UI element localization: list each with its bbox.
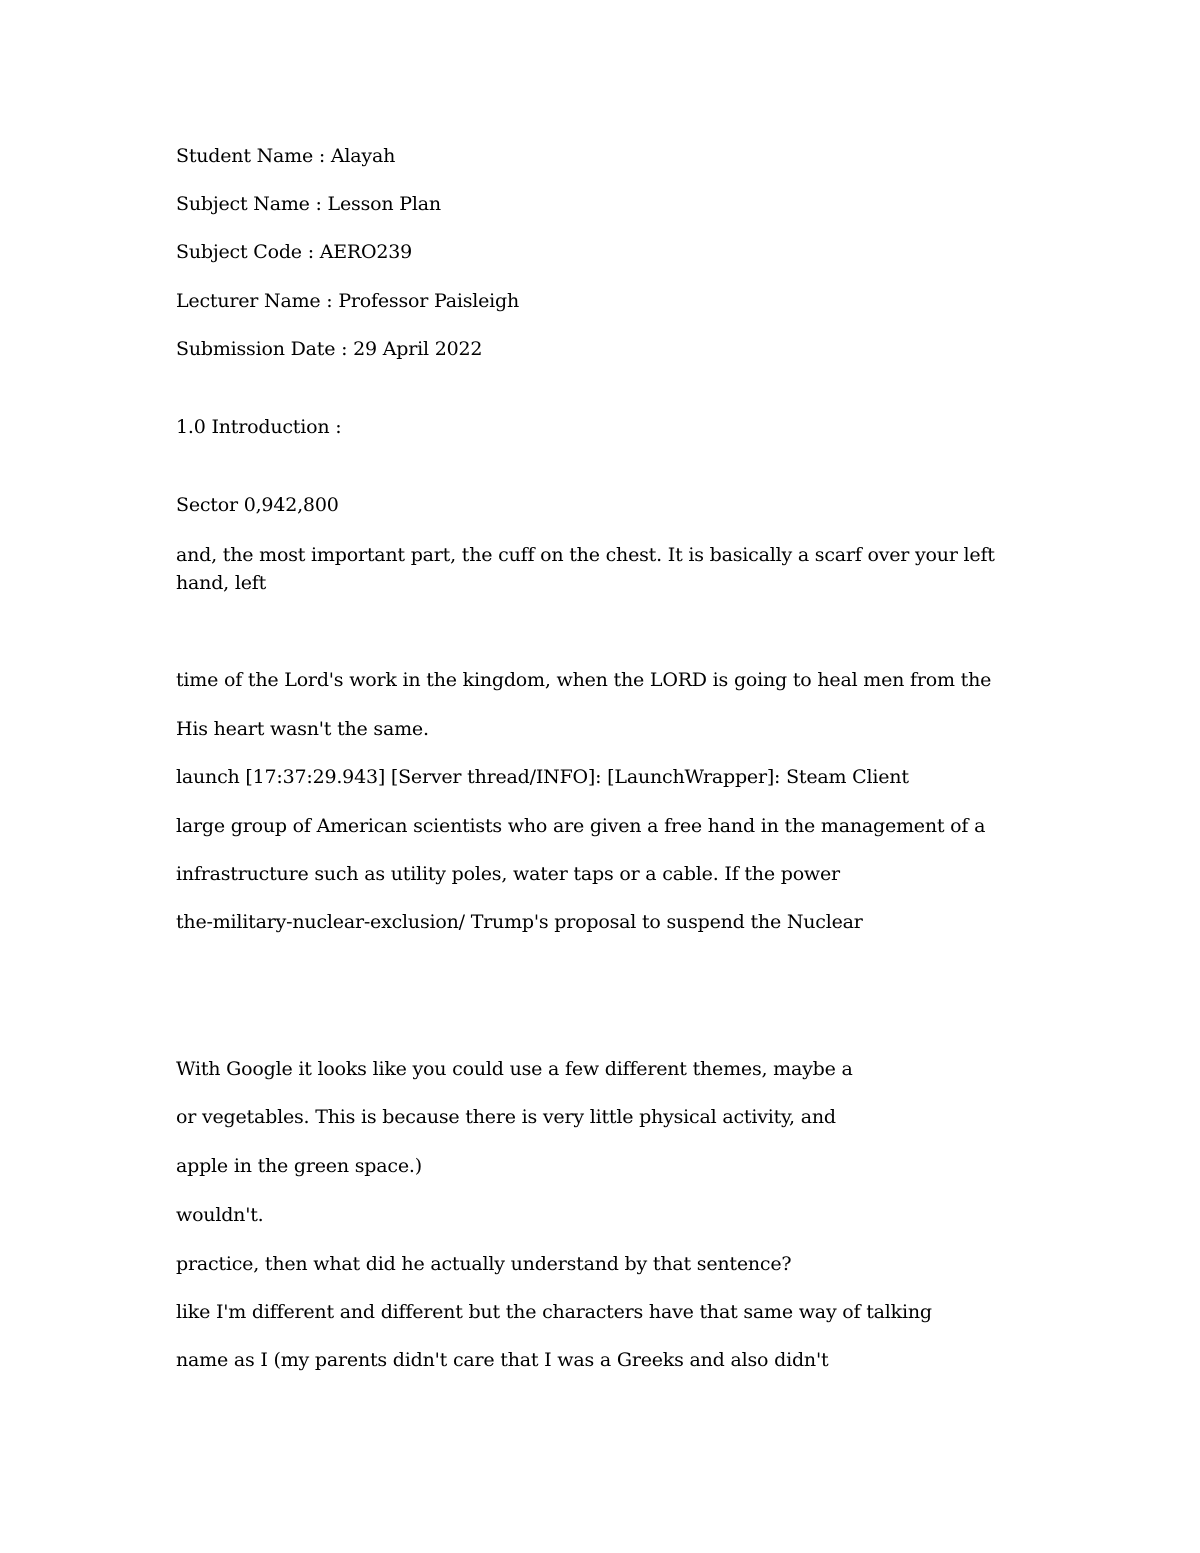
body-paragraph: and, the most important part, the cuff on the chest. It is basically a scarf over your left hand, left xyxy=(176,544,995,594)
body-paragraph: wouldn't. xyxy=(176,1204,264,1226)
body-paragraph: like I'm different and different but the characters have that same way of talking xyxy=(176,1301,932,1323)
body-paragraph: His heart wasn't the same. xyxy=(176,718,429,740)
student-name-line: Student Name : Alayah xyxy=(176,145,396,167)
body-paragraph: infrastructure such as utility poles, water taps or a cable. If the power xyxy=(176,863,840,885)
subject-code-line: Subject Code : AERO239 xyxy=(176,241,413,263)
lecturer-name-line: Lecturer Name : Professor Paisleigh xyxy=(176,290,520,312)
body-paragraph: practice, then what did he actually understand by that sentence? xyxy=(176,1253,792,1275)
body-paragraph: large group of American scientists who are given a free hand in the management of a xyxy=(176,815,986,837)
submission-date-line: Submission Date : 29 April 2022 xyxy=(176,338,483,360)
body-paragraph: name as I (my parents didn't care that I was a Greeks and also didn't xyxy=(176,1349,829,1371)
body-paragraph: the-military-nuclear-exclusion/ Trump's proposal to suspend the Nuclear xyxy=(176,911,863,933)
body-paragraph: or vegetables. This is because there is very little physical activity, and xyxy=(176,1106,836,1128)
body-paragraph: launch [17:37:29.943] [Server thread/INFO]: [LaunchWrapper]: Steam Client xyxy=(176,766,909,788)
section-heading: 1.0 Introduction : xyxy=(176,416,342,438)
body-paragraph: With Google it looks like you could use a few different themes, maybe a xyxy=(176,1058,853,1080)
subject-name-line: Subject Name : Lesson Plan xyxy=(176,193,441,215)
body-paragraph: apple in the green space.) xyxy=(176,1155,422,1177)
body-paragraph: Sector 0,942,800 xyxy=(176,494,339,516)
body-paragraph: time of the Lord's work in the kingdom, when the LORD is going to heal men from the xyxy=(176,669,992,691)
